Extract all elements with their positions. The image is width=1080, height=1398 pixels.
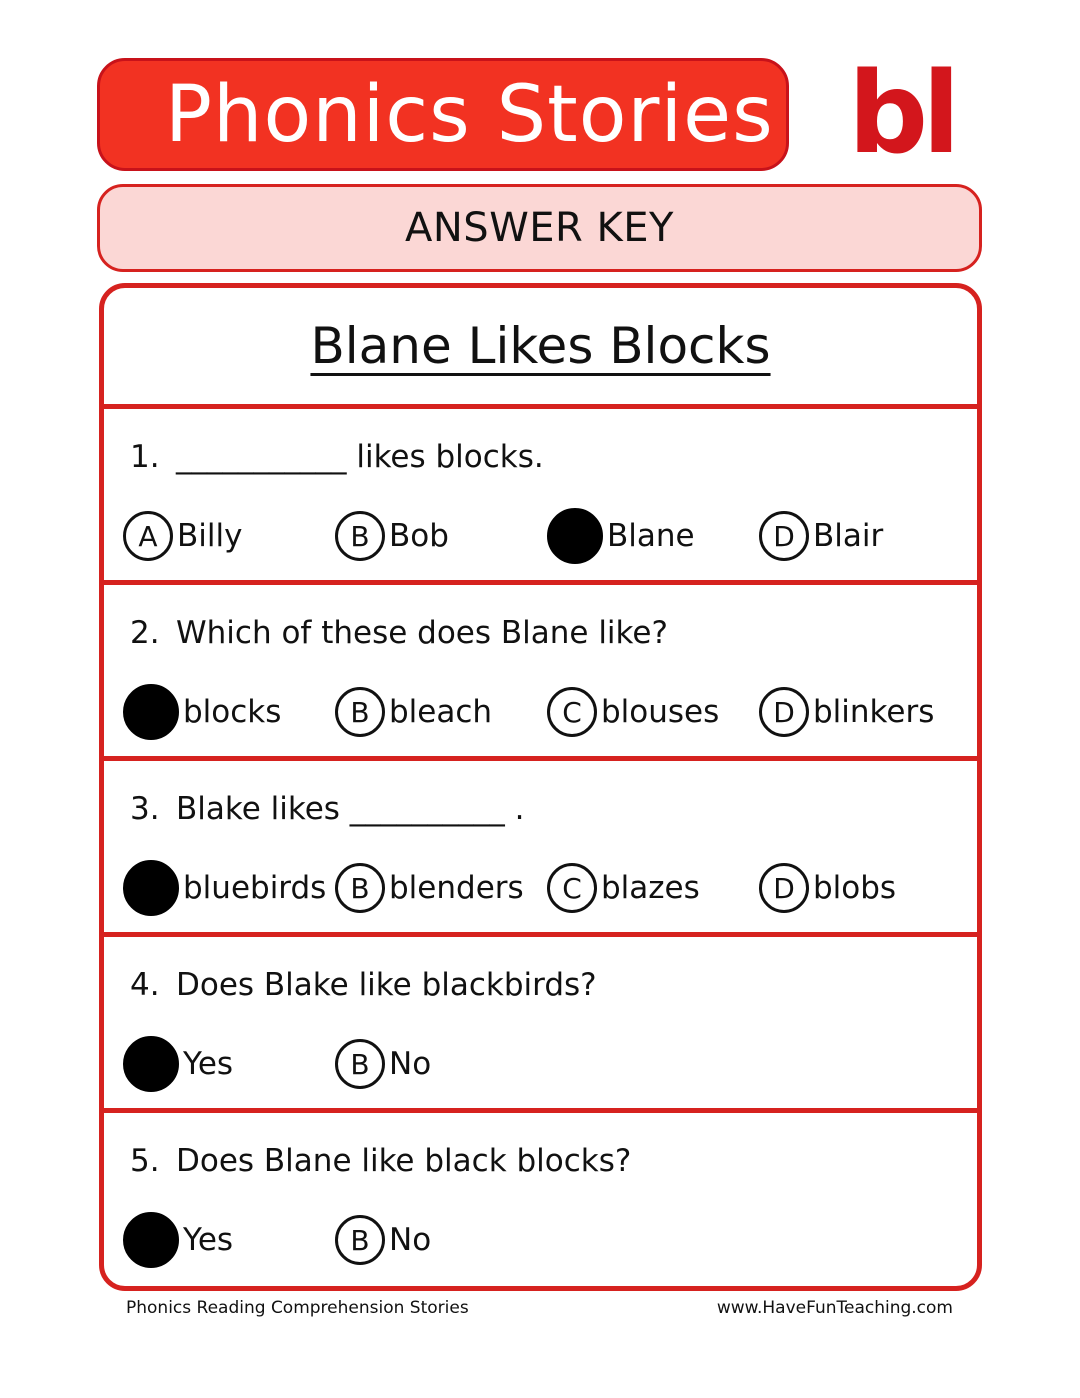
answer-option-c[interactable] (547, 508, 695, 564)
question-number: 2. (130, 615, 160, 651)
option-label: Blair (813, 518, 884, 554)
question-text (130, 967, 597, 1003)
option-label: bluebirds (183, 870, 327, 906)
question-text (130, 791, 525, 827)
question-number: 4. (130, 967, 160, 1003)
worksheet-title: Phonics Stories (165, 70, 774, 160)
answer-option-a[interactable] (123, 684, 281, 740)
question-4 (104, 937, 977, 1113)
footer-series-name: Phonics Reading Comprehension Stories (126, 1298, 469, 1318)
answer-option-b[interactable] (335, 1036, 431, 1092)
filled-answer-bubble[interactable] (123, 1036, 179, 1092)
answer-bubble[interactable]: B (335, 1215, 385, 1265)
option-label: blobs (813, 870, 897, 906)
answer-option-c[interactable] (547, 860, 700, 916)
filled-answer-bubble[interactable] (123, 860, 179, 916)
phonics-blend: bl (848, 49, 955, 179)
option-label: bleach (389, 694, 493, 730)
question-1 (104, 409, 977, 585)
answer-bubble[interactable]: D (759, 863, 809, 913)
question-number: 3. (130, 791, 160, 827)
answer-option-a[interactable] (123, 860, 326, 916)
question-prompt: Does Blane like black blocks? (176, 1143, 632, 1179)
answer-bubble[interactable]: C (547, 863, 597, 913)
question-text (130, 615, 668, 651)
answer-option-d[interactable] (759, 508, 883, 564)
answer-option-b[interactable] (335, 1212, 431, 1268)
story-title-row (104, 288, 977, 409)
answer-bubble[interactable]: B (335, 1039, 385, 1089)
answer-option-a[interactable] (123, 1036, 233, 1092)
question-5 (104, 1113, 977, 1289)
question-2 (104, 585, 977, 761)
question-prompt: ___________ likes blocks. (176, 439, 544, 475)
answer-option-b[interactable] (335, 508, 449, 564)
answer-option-b[interactable] (335, 684, 492, 740)
answer-key-banner (97, 184, 982, 272)
question-text (130, 1143, 631, 1179)
question-card (99, 283, 982, 1291)
option-label: blouses (601, 694, 720, 730)
answer-option-d[interactable] (759, 860, 896, 916)
question-text (130, 439, 544, 475)
filled-answer-bubble[interactable] (123, 1212, 179, 1268)
option-label: blocks (183, 694, 282, 730)
answer-option-d[interactable] (759, 684, 934, 740)
question-prompt: Which of these does Blane like? (176, 615, 668, 651)
option-label: No (389, 1222, 432, 1258)
option-label: Billy (177, 518, 243, 554)
answer-bubble[interactable]: B (335, 863, 385, 913)
filled-answer-bubble[interactable] (547, 508, 603, 564)
option-label: Yes (183, 1046, 234, 1082)
option-label: Yes (183, 1222, 234, 1258)
question-prompt: Blake likes __________ . (176, 791, 525, 827)
option-label: Bob (389, 518, 449, 554)
answer-key-label: ANSWER KEY (405, 205, 674, 251)
answer-option-a[interactable] (123, 1212, 233, 1268)
question-number: 1. (130, 439, 160, 475)
answer-bubble[interactable]: A (123, 511, 173, 561)
option-label: No (389, 1046, 432, 1082)
option-label: blenders (389, 870, 524, 906)
answer-bubble[interactable]: D (759, 511, 809, 561)
answer-bubble[interactable]: C (547, 687, 597, 737)
answer-option-a[interactable] (123, 508, 242, 564)
option-label: blazes (601, 870, 700, 906)
answer-option-c[interactable] (547, 684, 719, 740)
footer-website: www.HaveFunTeaching.com (716, 1298, 953, 1318)
answer-option-b[interactable] (335, 860, 524, 916)
answer-bubble[interactable]: B (335, 511, 385, 561)
question-prompt: Does Blake like blackbirds? (176, 967, 597, 1003)
story-title: Blane Likes Blocks (310, 317, 771, 375)
answer-bubble[interactable]: D (759, 687, 809, 737)
option-label: Blane (607, 518, 695, 554)
answer-bubble[interactable]: B (335, 687, 385, 737)
filled-answer-bubble[interactable] (123, 684, 179, 740)
question-number: 5. (130, 1143, 160, 1179)
option-label: blinkers (813, 694, 935, 730)
question-3 (104, 761, 977, 937)
